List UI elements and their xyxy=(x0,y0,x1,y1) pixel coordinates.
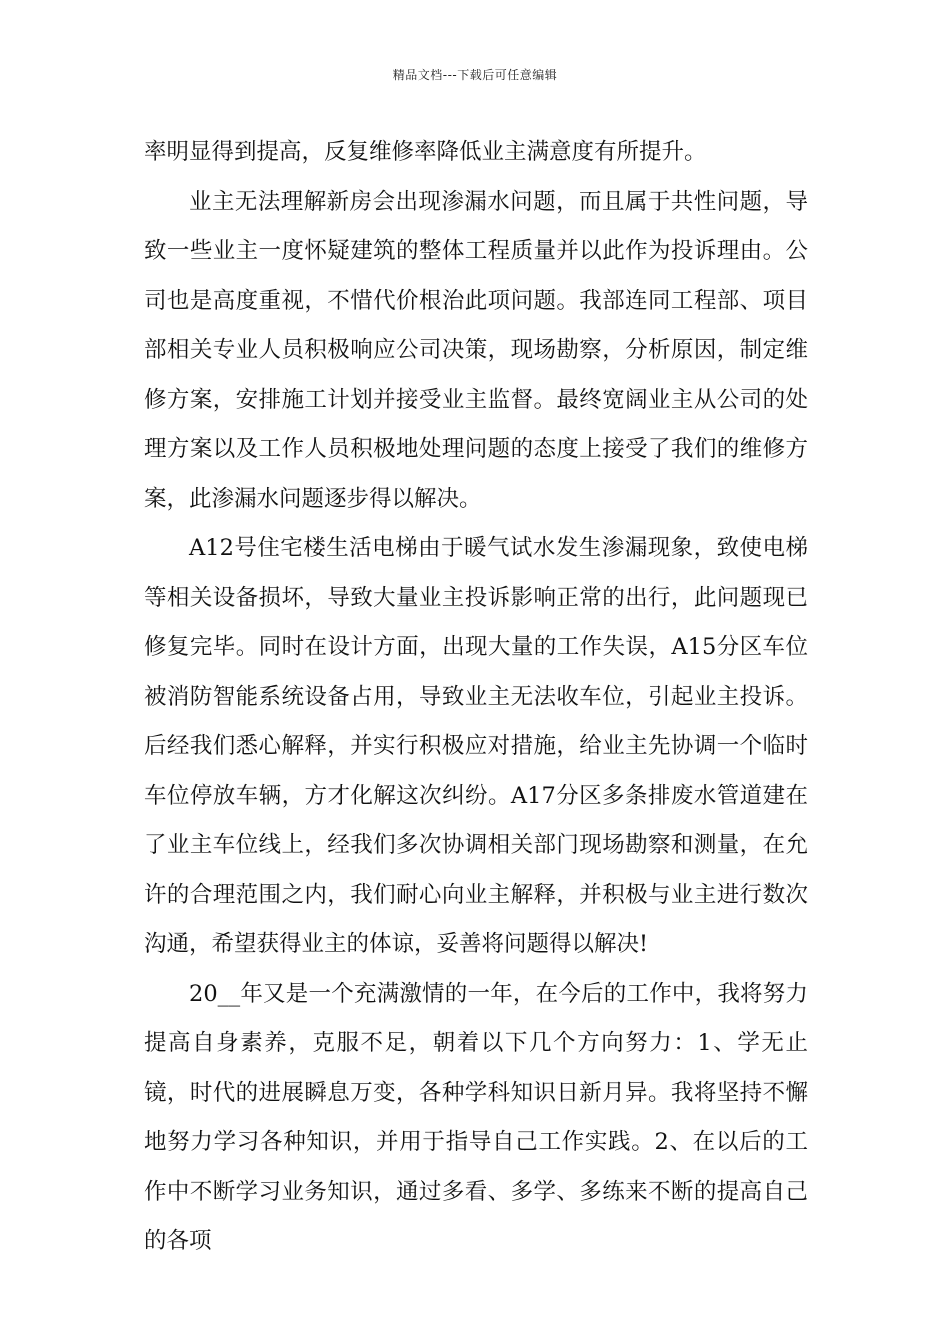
paragraph-1: 率明显得到提高，反复维修率降低业主满意度有所提升。 xyxy=(144,139,707,165)
paragraph-3: A12号住宅楼生活电梯由于暖气试水发生渗漏现象，致使电梯等相关设备损坏，导致大量业主投诉影响正常的出行，此问题现已修复完毕。同时在设计方面，出现大量的工作失误，A15分区车位被消防智能系统设备占用，导致业主无法收车位，引起业主投诉。后经我们悉心解释，并实行积极应对措施，给业主先协调一个临时车位停放车辆，方才化解这次纠纷。A17分区多条排废水管道建在了业主车位线上，经我们多次协调相关部门现场勘察和测量，在允许的合理范围之内，我们耐心向业主解释，并积极与业主进行数次沟通，希望获得业主的体谅，妥善将问题得以解决! xyxy=(144,535,808,957)
paragraph-4: 20__年又是一个充满激情的一年，在今后的工作中，我将努力提高自身素养，克服不足，朝着以下几个方向努力：1、学无止镜，时代的进展瞬息万变，各种学科知识日新月异。我将坚持不懈地努力学习各种知识，并用于指导自己工作实践。2、在以后的工作中不断学习业务知识，通过多看、多学、多练来不断的提高自己的各项 xyxy=(144,980,808,1254)
paragraph-2: 业主无法理解新房会出现渗漏水问题，而且属于共性问题，导致一些业主一度怀疑建筑的整体工程质量并以此作为投诉理由。公司也是高度重视，不惜代价根治此项问题。我部连同工程部、项目部相关专业人员积极响应公司决策，现场勘察，分析原因，制定维修方案，安排施工计划并接受业主监督。最终宽阔业主从公司的处理方案以及工作人员积极地处理问题的态度上接受了我们的维修方案，此渗漏水问题逐步得以解决。 xyxy=(144,188,808,512)
page-header: 精品文档---下载后可任意编辑 xyxy=(392,68,558,82)
document-body xyxy=(144,128,808,1267)
